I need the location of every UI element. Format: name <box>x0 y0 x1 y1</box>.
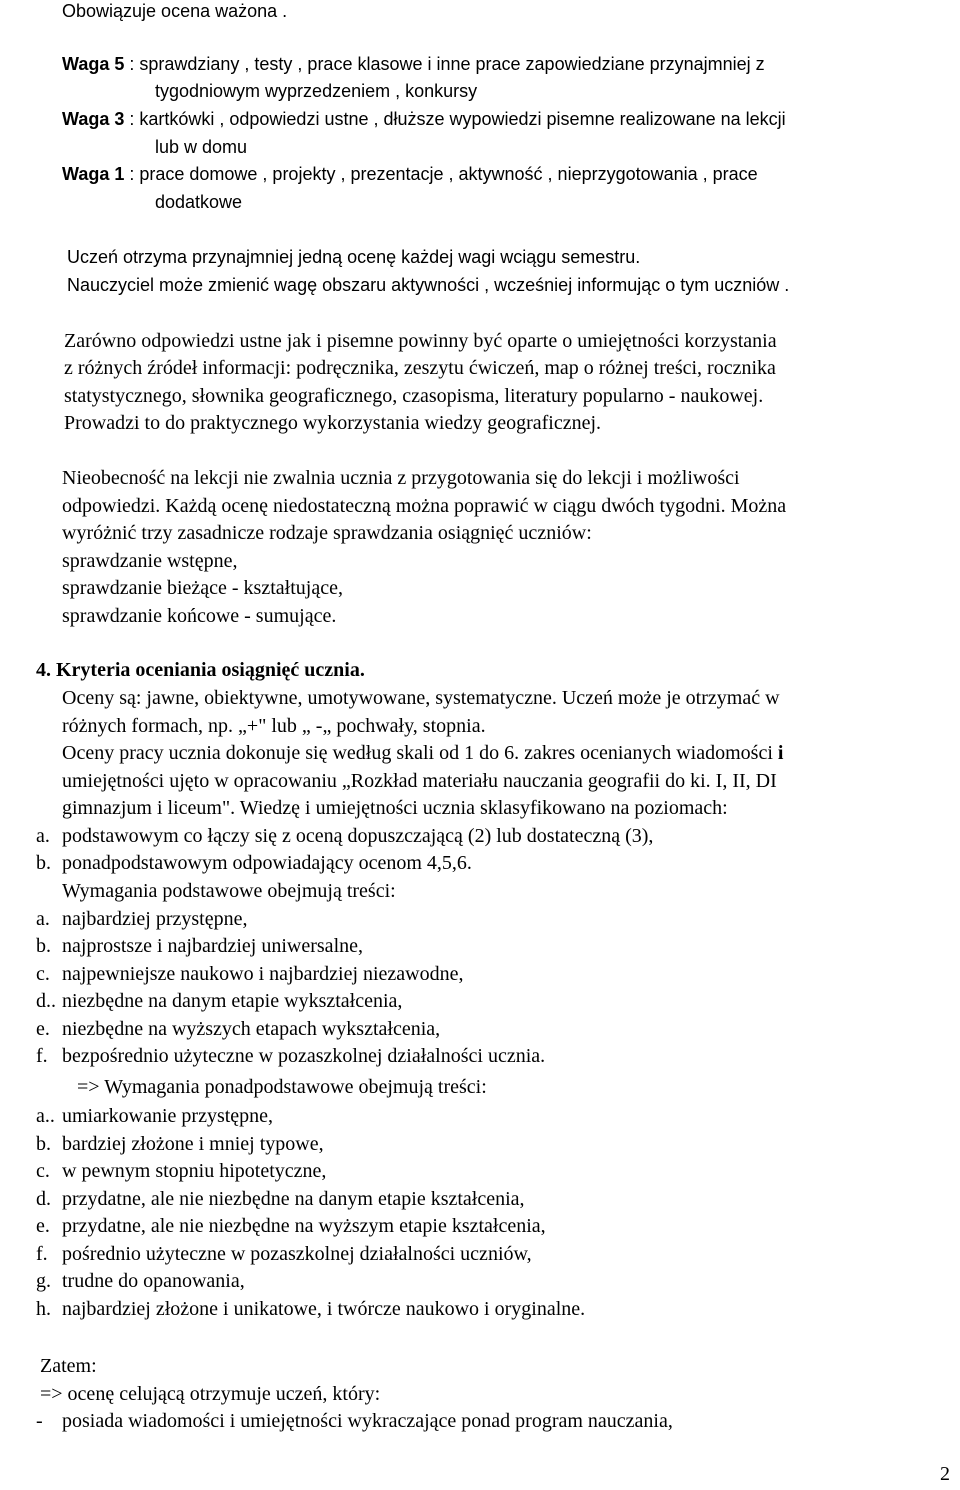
level-item: podstawowym co łączy się z oceną dopuszczającą (2) lub dostateczną (3), <box>62 825 654 847</box>
dash-marker: - <box>36 1410 43 1432</box>
advanced-item: najbardziej złożone i unikatowe, i twórcze naukowo i oryginalne. <box>62 1298 586 1320</box>
basic-marker: b. <box>36 935 51 957</box>
advanced-marker: c. <box>36 1160 50 1182</box>
basic-marker: e. <box>36 1018 50 1040</box>
weight-1-label: Waga 1 <box>62 164 125 184</box>
basic-heading: Wymagania podstawowe obejmują treści: <box>62 880 396 902</box>
advanced-item: przydatne, ale nie niezbędne na wyższym etapie kształcenia, <box>62 1215 546 1237</box>
advanced-marker: e. <box>36 1215 50 1237</box>
basic-marker: f. <box>36 1045 48 1067</box>
rule-line: Nauczyciel może zmienić wagę obszaru aktywności , wcześniej informując o tym uczniów . <box>67 275 790 295</box>
basic-marker: a. <box>36 908 50 930</box>
absence-line: Nieobecność na lekcji nie zwalnia ucznia z przygotowania się do lekcji i możliwości <box>62 467 740 489</box>
weight-3-text: : kartkówki , odpowiedzi ustne , dłuższe wypowiedzi pisemne realizowane na lekcji <box>124 109 786 129</box>
section-line-text: Oceny pracy ucznia dokonuje się według skali od 1 do 6. zakres ocenianych wiadomości <box>62 742 773 764</box>
advanced-marker: d. <box>36 1188 51 1210</box>
weight-3-continuation: lub w domu <box>155 137 248 157</box>
page-number: 2 <box>940 1463 950 1485</box>
weight-3-label: Waga 3 <box>62 109 125 129</box>
absence-line: sprawdzanie wstępne, <box>62 550 238 572</box>
zatem-line: Zatem: <box>40 1355 97 1377</box>
advanced-marker: b. <box>36 1133 51 1155</box>
level-marker: b. <box>36 852 51 874</box>
advanced-marker: f. <box>36 1243 48 1265</box>
weight-5-label: Waga 5 <box>62 54 125 74</box>
advanced-item: trudne do opanowania, <box>62 1270 245 1292</box>
sources-line: z różnych źródeł informacji: podręcznika, zeszytu ćwiczeń, map o różnej treści, rocznika <box>64 357 776 379</box>
section-line: gimnazjum i liceum". Wiedzę i umiejętności ucznia sklasyfikowano na poziomach: <box>62 797 728 819</box>
weight-1-continuation: dodatkowe <box>155 192 243 212</box>
weight-3-line <box>62 110 786 128</box>
basic-item: najprostsze i najbardziej uniwersalne, <box>62 935 363 957</box>
section-line: umiejętności ujęto w opracowaniu „Rozkład materiału nauczania geografii do ki. I, II, DI <box>62 770 777 792</box>
advanced-item: przydatne, ale nie niezbędne na danym etapie kształcenia, <box>62 1188 525 1210</box>
rule-line: Uczeń otrzyma przynajmniej jedną ocenę każdej wagi wciągu semestru. <box>67 247 641 267</box>
celujaca-line: => ocenę celującą otrzymuje uczeń, który: <box>40 1383 381 1405</box>
advanced-marker: g. <box>36 1270 51 1292</box>
basic-marker: d.. <box>36 990 56 1012</box>
weight-5-continuation: tygodniowym wyprzedzeniem , konkursy <box>155 81 478 101</box>
sources-line: statystycznego, słownika geograficznego, czasopisma, literatury popularno - naukowej. <box>64 385 764 407</box>
advanced-item: w pewnym stopniu hipotetyczne, <box>62 1160 327 1182</box>
basic-item: najbardziej przystępne, <box>62 908 248 930</box>
weight-1-text: : prace domowe , projekty , prezentacje , aktywność , nieprzygotowania , prace <box>124 164 758 184</box>
section-line: Oceny są: jawne, obiektywne, umotywowane, systematyczne. Uczeń może je otrzymać w <box>62 687 780 709</box>
basic-item: bezpośrednio użyteczne w pozaszkolnej działalności ucznia. <box>62 1045 546 1067</box>
dash-item: posiada wiadomości i umiejętności wykraczające ponad program nauczania, <box>62 1410 673 1432</box>
advanced-item: umiarkowanie przystępne, <box>62 1105 274 1127</box>
weight-5-text: : sprawdziany , testy , prace klasowe i inne prace zapowiedziane przynajmniej z <box>124 54 765 74</box>
advanced-marker: h. <box>36 1298 51 1320</box>
sources-line: Prowadzi to do praktycznego wykorzystania wiedzy geograficznej. <box>64 412 602 434</box>
basic-item: niezbędne na wyższych etapach wykształcenia, <box>62 1018 441 1040</box>
intro-line: Obowiązuje ocena ważona . <box>62 1 288 21</box>
weight-5-line <box>62 55 765 73</box>
level-marker: a. <box>36 825 50 847</box>
basic-marker: c. <box>36 963 50 985</box>
weight-1-line <box>62 165 758 183</box>
advanced-marker: a.. <box>36 1105 55 1127</box>
absence-line: sprawdzanie końcowe - sumujące. <box>62 605 337 627</box>
sources-line: Zarówno odpowiedzi ustne jak i pisemne powinny być oparte o umiejętności korzystania <box>64 330 777 352</box>
basic-item: najpewniejsze naukowo i najbardziej niezawodne, <box>62 963 464 985</box>
advanced-item: bardziej złożone i mniej typowe, <box>62 1133 324 1155</box>
absence-line: odpowiedzi. Każdą ocenę niedostateczną można poprawić w ciągu dwóch tygodni. Można <box>62 495 787 517</box>
level-item: ponadpodstawowym odpowiadający ocenom 4,5,6. <box>62 852 472 874</box>
advanced-item: pośrednio użyteczne w pozaszkolnej działalności uczniów, <box>62 1243 532 1265</box>
basic-item: niezbędne na danym etapie wykształcenia, <box>62 990 403 1012</box>
section-heading: 4. Kryteria oceniania osiągnięć ucznia. <box>36 659 365 681</box>
bold-conjunction: i <box>777 742 784 764</box>
absence-line: wyróżnić trzy zasadnicze rodzaje sprawdzania osiągnięć uczniów: <box>62 522 592 544</box>
section-line <box>62 743 783 763</box>
absence-line: sprawdzanie bieżące - kształtujące, <box>62 577 343 599</box>
section-line: różnych formach, np. „+" lub „ -„ pochwały, stopnia. <box>62 715 486 737</box>
advanced-heading: => Wymagania ponadpodstawowe obejmują treści: <box>77 1076 487 1098</box>
